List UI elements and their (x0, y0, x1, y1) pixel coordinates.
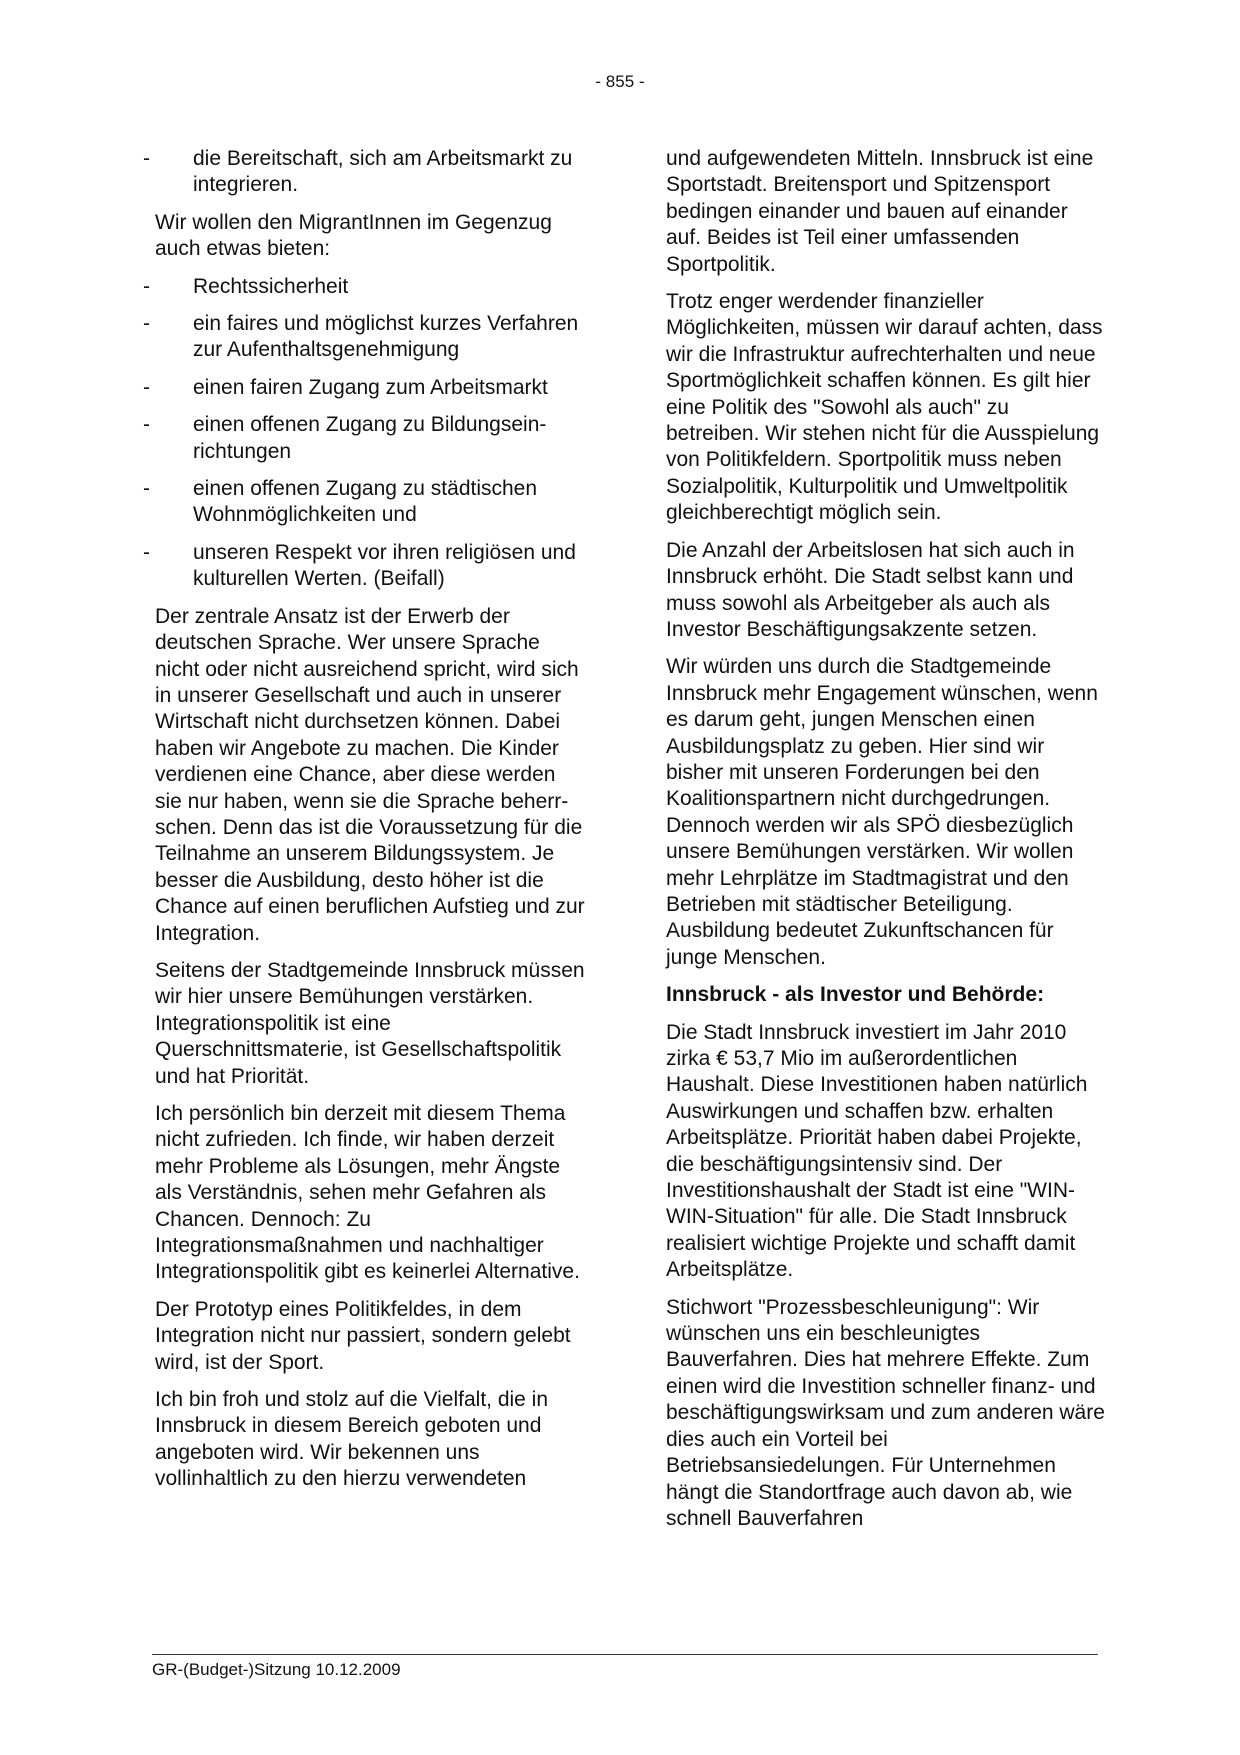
left-column (145, 146, 585, 1504)
section-heading: Innsbruck - als Investor und Behörde: (666, 983, 1045, 1007)
paragraph: Wir würden uns durch die Stadtgemeinde Innsbruck mehr Engagement wünschen, wenn es darum geht, jungen Menschen einen Ausbildungsplatz zu geben. Hier sind wir bisher mit unseren Forderungen bei den Koalitionspartnern nicht durchgedrungen. Dennoch werden wir als SPÖ diesbezüglich unsere Bemühungen verstärken. Wir wollen mehr Lehrplätze im Stadtmagistrat und den Betrieben mit städtischer Beteiligung. Ausbildung bedeutet Zukunftschancen für junge Menschen. (666, 655, 1098, 969)
list-dash: - (143, 540, 150, 564)
paragraph: Ich bin froh und stolz auf die Vielfalt, die in Innsbruck in diesem Bereich geboten und angeboten wird. Wir bekennen uns vollinhaltlich zu den hierzu verwendeten (155, 1388, 549, 1491)
right-column (666, 146, 1106, 1543)
paragraph: Trotz enger werdender finanzieller Möglichkeiten, müssen wir darauf achten, dass wir die Infrastruktur aufrechterhalten und neue Sportmöglichkeit schaffen können. Es gilt hier eine Politik des "Sowohl als auch" zu betreiben. Wir stehen nicht für die Ausspielung von Politikfeldern. Sportpolitik muss neben Sozialpolitik, Kulturpolitik und Umweltpolitik gleichberechtigt möglich sein. (666, 290, 1103, 525)
list-item-text: einen fairen Zugang zum Arbeitsmarkt (193, 375, 548, 399)
paragraph: Der zentrale Ansatz ist der Erwerb der deutschen Sprache. Wer unsere Sprache nicht oder nicht ausreichend spricht, wird sich in unserer Gesellschaft und auch in unserer Wirtschaft nicht durchsetzen können. Dabei haben wir Angebote zu machen. Die Kinder verdienen eine Chance, aber diese werden sie nur haben, wenn sie die Sprache beherrschen. Denn das ist die Voraussetzung für die Teilnahme an unserem Bildungssystem. Je besser die Ausbildung, desto höher ist die Chance auf einen beruflichen Aufstieg und zur Integration. (155, 604, 585, 945)
paragraph: und aufgewendeten Mitteln. Innsbruck ist eine Sportstadt. Breitensport und Spitzensport bedingen einander und bauen auf einander auf. Beides ist Teil einer umfassenden Sportpolitik. (666, 147, 1094, 276)
footer-divider (152, 1654, 1098, 1655)
list-dash: - (143, 477, 150, 501)
footer-text: GR-(Budget-)Sitzung 10.12.2009 (152, 1660, 401, 1679)
list-item (143, 274, 585, 300)
list-item (143, 146, 585, 199)
list-dash: - (143, 147, 150, 170)
list-item-text: ein faires und möglichst kurzes Verfahren zur Aufenthaltsgenehmigung (193, 312, 579, 362)
list-dash: - (143, 375, 150, 399)
paragraph: Stichwort "Prozessbeschleunigung": Wir wünschen uns ein beschleunigtes Bauverfahren. Dies hat mehrere Effekte. Zum einen wird die Investition schneller finanz- und beschäftigungswirksam und zum anderen wäre dies auch ein Vorteil bei Betriebsansiedelungen. Für Unternehmen hängt die Standortfrage auch davon ab, wie schnell Bauverfahren (666, 1295, 1105, 1530)
list-dash: - (143, 413, 150, 437)
list-item-text: Rechtssicherheit (193, 274, 349, 298)
paragraph: Die Anzahl der Arbeitslosen hat sich auch in Innsbruck erhöht. Die Stadt selbst kann und muss sowohl als Arbeitgeber als auch als Investor Beschäftigungsakzente setzen. (666, 538, 1075, 641)
paragraph: Die Stadt Innsbruck investiert im Jahr 2010 zirka € 53,7 Mio im außerordentlichen Haushalt. Diese Investitionen haben natürlich Auswirkungen und schaffen bzw. erhalten Arbeitsplätze. Priorität haben dabei Projekte, die beschäftigungsintensiv sind. Der Investitionshaushalt der Stadt ist eine "WIN-WIN-Situation" für alle. Die Stadt Innsbruck realisiert wichtige Projekte und schafft damit Arbeitsplätze. (666, 1020, 1088, 1282)
paragraph: Wir wollen den MigrantInnen im Gegenzug auch etwas bieten: (155, 210, 552, 261)
list-item (143, 540, 585, 593)
paragraph: Ich persönlich bin derzeit mit diesem Thema nicht zufrieden. Ich finde, wir haben derzeit mehr Probleme als Lösungen, mehr Ängste als Verständnis, sehen mehr Gefahren als Chancen. Dennoch: Zu Integrationsmaßnahmen und nachhaltiger Integrationspolitik gibt es keinerlei Alternative. (155, 1102, 580, 1284)
list-item (143, 311, 585, 364)
list-dash: - (143, 312, 150, 336)
paragraph: Der Prototyp eines Politikfeldes, in dem Integration nicht nur passiert, sondern gelebt wird, ist der Sport. (155, 1297, 571, 1374)
list-item (143, 412, 585, 465)
list-item-text: unseren Respekt vor ihren religiösen und kulturellen Werten. (Beifall) (193, 540, 576, 591)
list-item-text: einen offenen Zugang zu städtischen Wohnmöglichkeiten und (193, 477, 538, 527)
list-item-text: die Bereitschaft, sich am Arbeitsmarkt zu integrieren. (193, 147, 573, 197)
list-item (143, 476, 585, 529)
paragraph: Seitens der Stadtgemeinde Innsbruck müssen wir hier unsere Bemühungen verstärken. Integrationspolitik ist eine Querschnittsmaterie, ist Gesellschaftspolitik und hat Priorität. (155, 958, 585, 1088)
list-item-text: einen offenen Zugang zu Bildungseinrichtungen (193, 413, 547, 463)
page-number: - 855 - (595, 72, 645, 91)
list-item (143, 375, 585, 401)
list-dash: - (143, 274, 150, 298)
